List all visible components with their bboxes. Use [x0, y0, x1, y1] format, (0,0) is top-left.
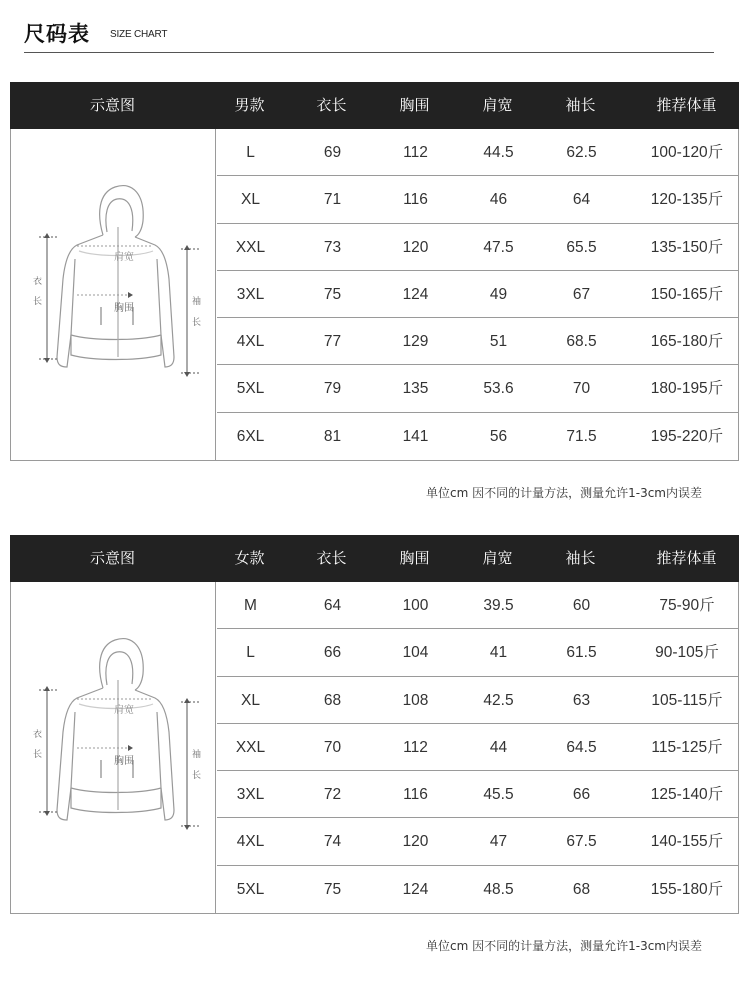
sleeve-cell: 65.5 — [566, 238, 597, 256]
size-cell: 4XL — [236, 333, 265, 351]
table-row — [217, 818, 739, 865]
shoulder-cell: 49 — [489, 285, 508, 303]
chest-cell: 124 — [402, 880, 429, 898]
sleeve-cell: 64.5 — [566, 738, 597, 756]
shoulder-cell: 45.5 — [483, 786, 514, 804]
weight-cell: 115-125斤 — [651, 738, 723, 756]
column-header-chest: 胸围 — [399, 549, 430, 567]
chest-cell: 112 — [403, 738, 428, 756]
length-label-top: 衣 — [33, 277, 43, 287]
shoulder-cell: 44 — [489, 738, 508, 756]
table-row — [217, 318, 739, 365]
weight-cell: 120-135斤 — [650, 191, 724, 209]
column-header-weight: 推荐体重 — [656, 549, 717, 567]
length-cell: 64 — [323, 597, 342, 614]
chest-cell: 135 — [402, 380, 429, 398]
length-cell: 70 — [323, 738, 342, 756]
length-cell: 72 — [323, 786, 342, 804]
sleeve-label-bottom: 长 — [192, 771, 202, 781]
sleeve-cell: 66 — [572, 786, 591, 804]
table-row — [217, 866, 739, 913]
sleeve-cell: 70 — [572, 380, 591, 398]
shoulder-cell: 42.5 — [483, 691, 514, 709]
length-cell: 73 — [323, 238, 342, 256]
length-label-top: 衣 — [33, 730, 43, 740]
length-cell: 77 — [323, 333, 342, 351]
sleeve-label-top: 袖 — [192, 297, 202, 307]
weight-cell: 125-140斤 — [650, 786, 724, 804]
size-cell: 6XL — [236, 427, 265, 445]
sleeve-label-top: 袖 — [192, 750, 202, 760]
size-cell: 3XL — [236, 786, 265, 804]
shoulder-cell: 47 — [489, 833, 508, 851]
sleeve-cell: 68 — [572, 880, 591, 898]
sleeve-cell: 68.5 — [566, 333, 597, 351]
table-row — [217, 724, 739, 771]
jacket-illustration — [11, 129, 216, 460]
column-header-length: 衣长 — [316, 96, 347, 114]
length-cell: 68 — [323, 691, 342, 709]
table-row — [217, 129, 739, 176]
size-cell: 4XL — [236, 833, 265, 851]
weight-cell: 155-180斤 — [650, 880, 724, 898]
weight-cell: 100-120斤 — [650, 144, 724, 161]
page-title: 尺码表 — [24, 22, 90, 46]
women-table-header — [10, 535, 739, 582]
sleeve-cell: 62.5 — [566, 144, 597, 161]
weight-cell: 195-220斤 — [650, 427, 724, 445]
length-cell: 69 — [323, 144, 342, 161]
women-rows — [217, 582, 739, 913]
table-row — [217, 413, 739, 460]
column-header-shoulder: 肩宽 — [482, 96, 513, 114]
table-row — [217, 677, 739, 724]
chest-cell: 104 — [402, 644, 429, 662]
jacket-diagram — [11, 129, 216, 460]
men-table-body — [10, 129, 739, 461]
chest-cell: 112 — [403, 144, 428, 161]
men-rows — [217, 129, 739, 460]
column-header-weight: 推荐体重 — [656, 96, 717, 114]
chest-cell: 124 — [402, 285, 429, 303]
shoulder-cell: 44.5 — [483, 144, 514, 161]
chest-cell: 116 — [403, 786, 428, 804]
size-cell: 3XL — [236, 285, 265, 303]
size-cell: L — [246, 644, 255, 662]
column-header-sleeve: 袖长 — [565, 96, 596, 114]
chest-cell: 100 — [402, 597, 429, 614]
size-cell: XL — [241, 191, 260, 209]
chest-label: 胸围 — [114, 303, 134, 314]
shoulder-cell: 47.5 — [483, 238, 514, 256]
sleeve-cell: 61.5 — [566, 644, 597, 662]
chest-cell: 120 — [402, 238, 429, 256]
weight-cell: 180-195斤 — [650, 380, 724, 398]
column-header-size: 男款 — [234, 96, 265, 114]
men-table-header — [10, 82, 739, 129]
size-cell: M — [244, 597, 257, 614]
length-cell: 75 — [323, 285, 342, 303]
column-header-shoulder: 肩宽 — [482, 549, 513, 567]
sleeve-cell: 71.5 — [566, 427, 597, 445]
length-cell: 71 — [323, 191, 342, 209]
size-cell: XL — [241, 691, 260, 709]
length-label-bottom: 长 — [33, 297, 43, 307]
length-label-bottom: 长 — [33, 750, 43, 760]
page-subtitle: SIZE CHART — [110, 29, 168, 40]
length-cell: 79 — [323, 380, 342, 398]
column-header-size: 女款 — [234, 549, 265, 567]
chest-label: 胸围 — [114, 756, 134, 767]
chest-cell: 108 — [402, 691, 429, 709]
weight-cell: 75-90斤 — [659, 597, 715, 614]
size-cell: XXL — [235, 738, 266, 756]
sleeve-cell: 63 — [572, 691, 591, 709]
size-cell: XXL — [235, 238, 266, 256]
table-row — [217, 271, 739, 318]
weight-cell: 150-165斤 — [650, 285, 724, 303]
length-cell: 75 — [323, 880, 342, 898]
chest-cell: 116 — [403, 191, 428, 209]
table-row — [217, 582, 739, 629]
women-measurement-note: 单位cm 因不同的计量方法，测量允许1-3cm内误差 — [426, 939, 702, 953]
women-table-body — [10, 582, 739, 914]
header-divider — [24, 52, 714, 53]
jacket-diagram — [11, 582, 216, 913]
table-row — [217, 224, 739, 271]
weight-cell: 105-115斤 — [651, 691, 723, 709]
men-measurement-note: 单位cm 因不同的计量方法，测量允许1-3cm内误差 — [426, 486, 702, 500]
shoulder-cell: 56 — [489, 427, 508, 445]
size-cell: L — [246, 144, 255, 161]
sleeve-cell: 64 — [572, 191, 591, 209]
sleeve-cell: 67 — [572, 285, 591, 303]
length-cell: 66 — [323, 644, 342, 662]
table-row — [217, 176, 739, 223]
sleeve-cell: 67.5 — [566, 833, 597, 851]
shoulder-label: 肩宽 — [114, 252, 134, 263]
jacket-illustration — [11, 582, 216, 913]
table-row — [217, 629, 739, 676]
length-cell: 81 — [323, 427, 342, 445]
column-header-diagram: 示意图 — [89, 549, 135, 567]
weight-cell: 165-180斤 — [650, 333, 724, 351]
weight-cell: 135-150斤 — [650, 238, 724, 256]
size-cell: 5XL — [236, 380, 265, 398]
column-header-sleeve: 袖长 — [565, 549, 596, 567]
shoulder-cell: 53.6 — [483, 380, 514, 398]
weight-cell: 140-155斤 — [650, 833, 724, 851]
page-header — [24, 18, 714, 50]
table-row — [217, 365, 739, 412]
weight-cell: 90-105斤 — [655, 644, 719, 662]
table-row — [217, 771, 739, 818]
length-cell: 74 — [323, 833, 342, 851]
chest-cell: 120 — [402, 833, 429, 851]
shoulder-cell: 48.5 — [483, 880, 514, 898]
sleeve-label-bottom: 长 — [192, 318, 202, 328]
shoulder-cell: 41 — [489, 644, 508, 662]
size-cell: 5XL — [236, 880, 265, 898]
column-header-length: 衣长 — [316, 549, 347, 567]
shoulder-cell: 39.5 — [483, 597, 514, 614]
column-header-diagram: 示意图 — [89, 96, 135, 114]
shoulder-label: 肩宽 — [114, 705, 134, 716]
shoulder-cell: 51 — [489, 333, 508, 351]
sleeve-cell: 60 — [572, 597, 591, 614]
column-header-chest: 胸围 — [399, 96, 430, 114]
chest-cell: 141 — [402, 427, 429, 445]
shoulder-cell: 46 — [489, 191, 508, 209]
chest-cell: 129 — [402, 333, 429, 351]
